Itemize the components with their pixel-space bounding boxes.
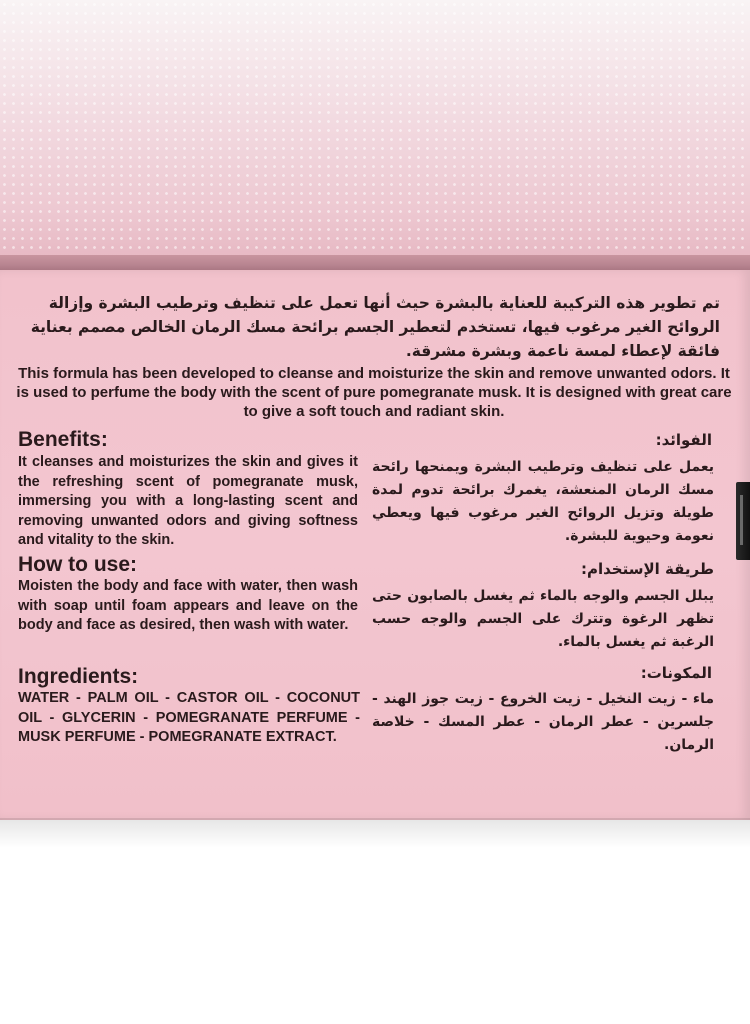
how-to-use-heading-en: How to use: (18, 553, 137, 576)
how-to-use-heading-ar: طريقة الإستخدام: (580, 560, 714, 578)
side-ribbon-tab (736, 482, 750, 560)
box-top-edge (0, 255, 750, 271)
box-shadow (0, 818, 750, 848)
benefits-text-en: It cleanses and moisturizes the skin and gives it the refreshing scent of pomegranate musk, immersing you with a long-lasting scent and removing unwanted odors and giving softness and vitality to the skin. (18, 454, 358, 548)
intro-english-text: This formula has been developed to cleanse and moisturize the skin and remove unwanted odors. It is used to perfume the body with the scent of pure pomegranate musk. It is designed with great care to give a soft touch and radiant skin. (16, 365, 732, 420)
ingredients-text-en: WATER - PALM OIL - CASTOR OIL - COCONUT OIL - GLYCERIN - POMEGRANATE PERFUME - MUSK PERFUME - POMEGRANATE EXTRACT. (18, 690, 360, 745)
ingredients-heading-en: Ingredients: (18, 665, 139, 688)
ingredients-heading-ar: المكونات: (640, 664, 712, 682)
benefits-heading-en: Benefits: (18, 428, 108, 451)
box-top-surface (0, 0, 750, 265)
benefits-text-ar: يعمل على تنظيف وترطيب البشرة ويمنحها رائحة مسك الرمان المنعشة، يغمرك برائحة تدوم لمدة طويلة وتزيل الروائح الغير مرغوب فيها ويعطي نعومة وحيوية للبشرة. (372, 459, 714, 544)
benefits-heading-ar: الفوائد: (655, 431, 712, 449)
ingredients-text-ar: ماء - زيت النخيل - زيت الخروع - زيت جوز الهند - جلسرين - عطر الرمان - عطر المسك - خلاصة الرمان. (372, 691, 714, 753)
side-ribbon-sheen (740, 495, 743, 545)
how-to-use-text-en: Moisten the body and face with water, then wash with soap until foam appears and leave on the body and face as desired, then wash with water. (18, 578, 358, 633)
intro-arabic-text: تم تطوير هذه التركيبة للعناية بالبشرة حيث أنها تعمل على تنظيف وترطيب البشرة وإزالة الروائح الغير مرغوب فيها، تستخدم لتعطير الجسم برائحة مسك الرمان الخالص مصمم بعناية فائقة لإعطاء لمسة ناعمة وبشرة مشرقة. (30, 294, 720, 360)
how-to-use-text-ar: يبلل الجسم والوجه بالماء ثم يغسل بالصابون حتى تظهر الرغوة وتترك على الجسم والوجه حسب الرغبة ثم يغسل بالماء. (372, 588, 714, 650)
